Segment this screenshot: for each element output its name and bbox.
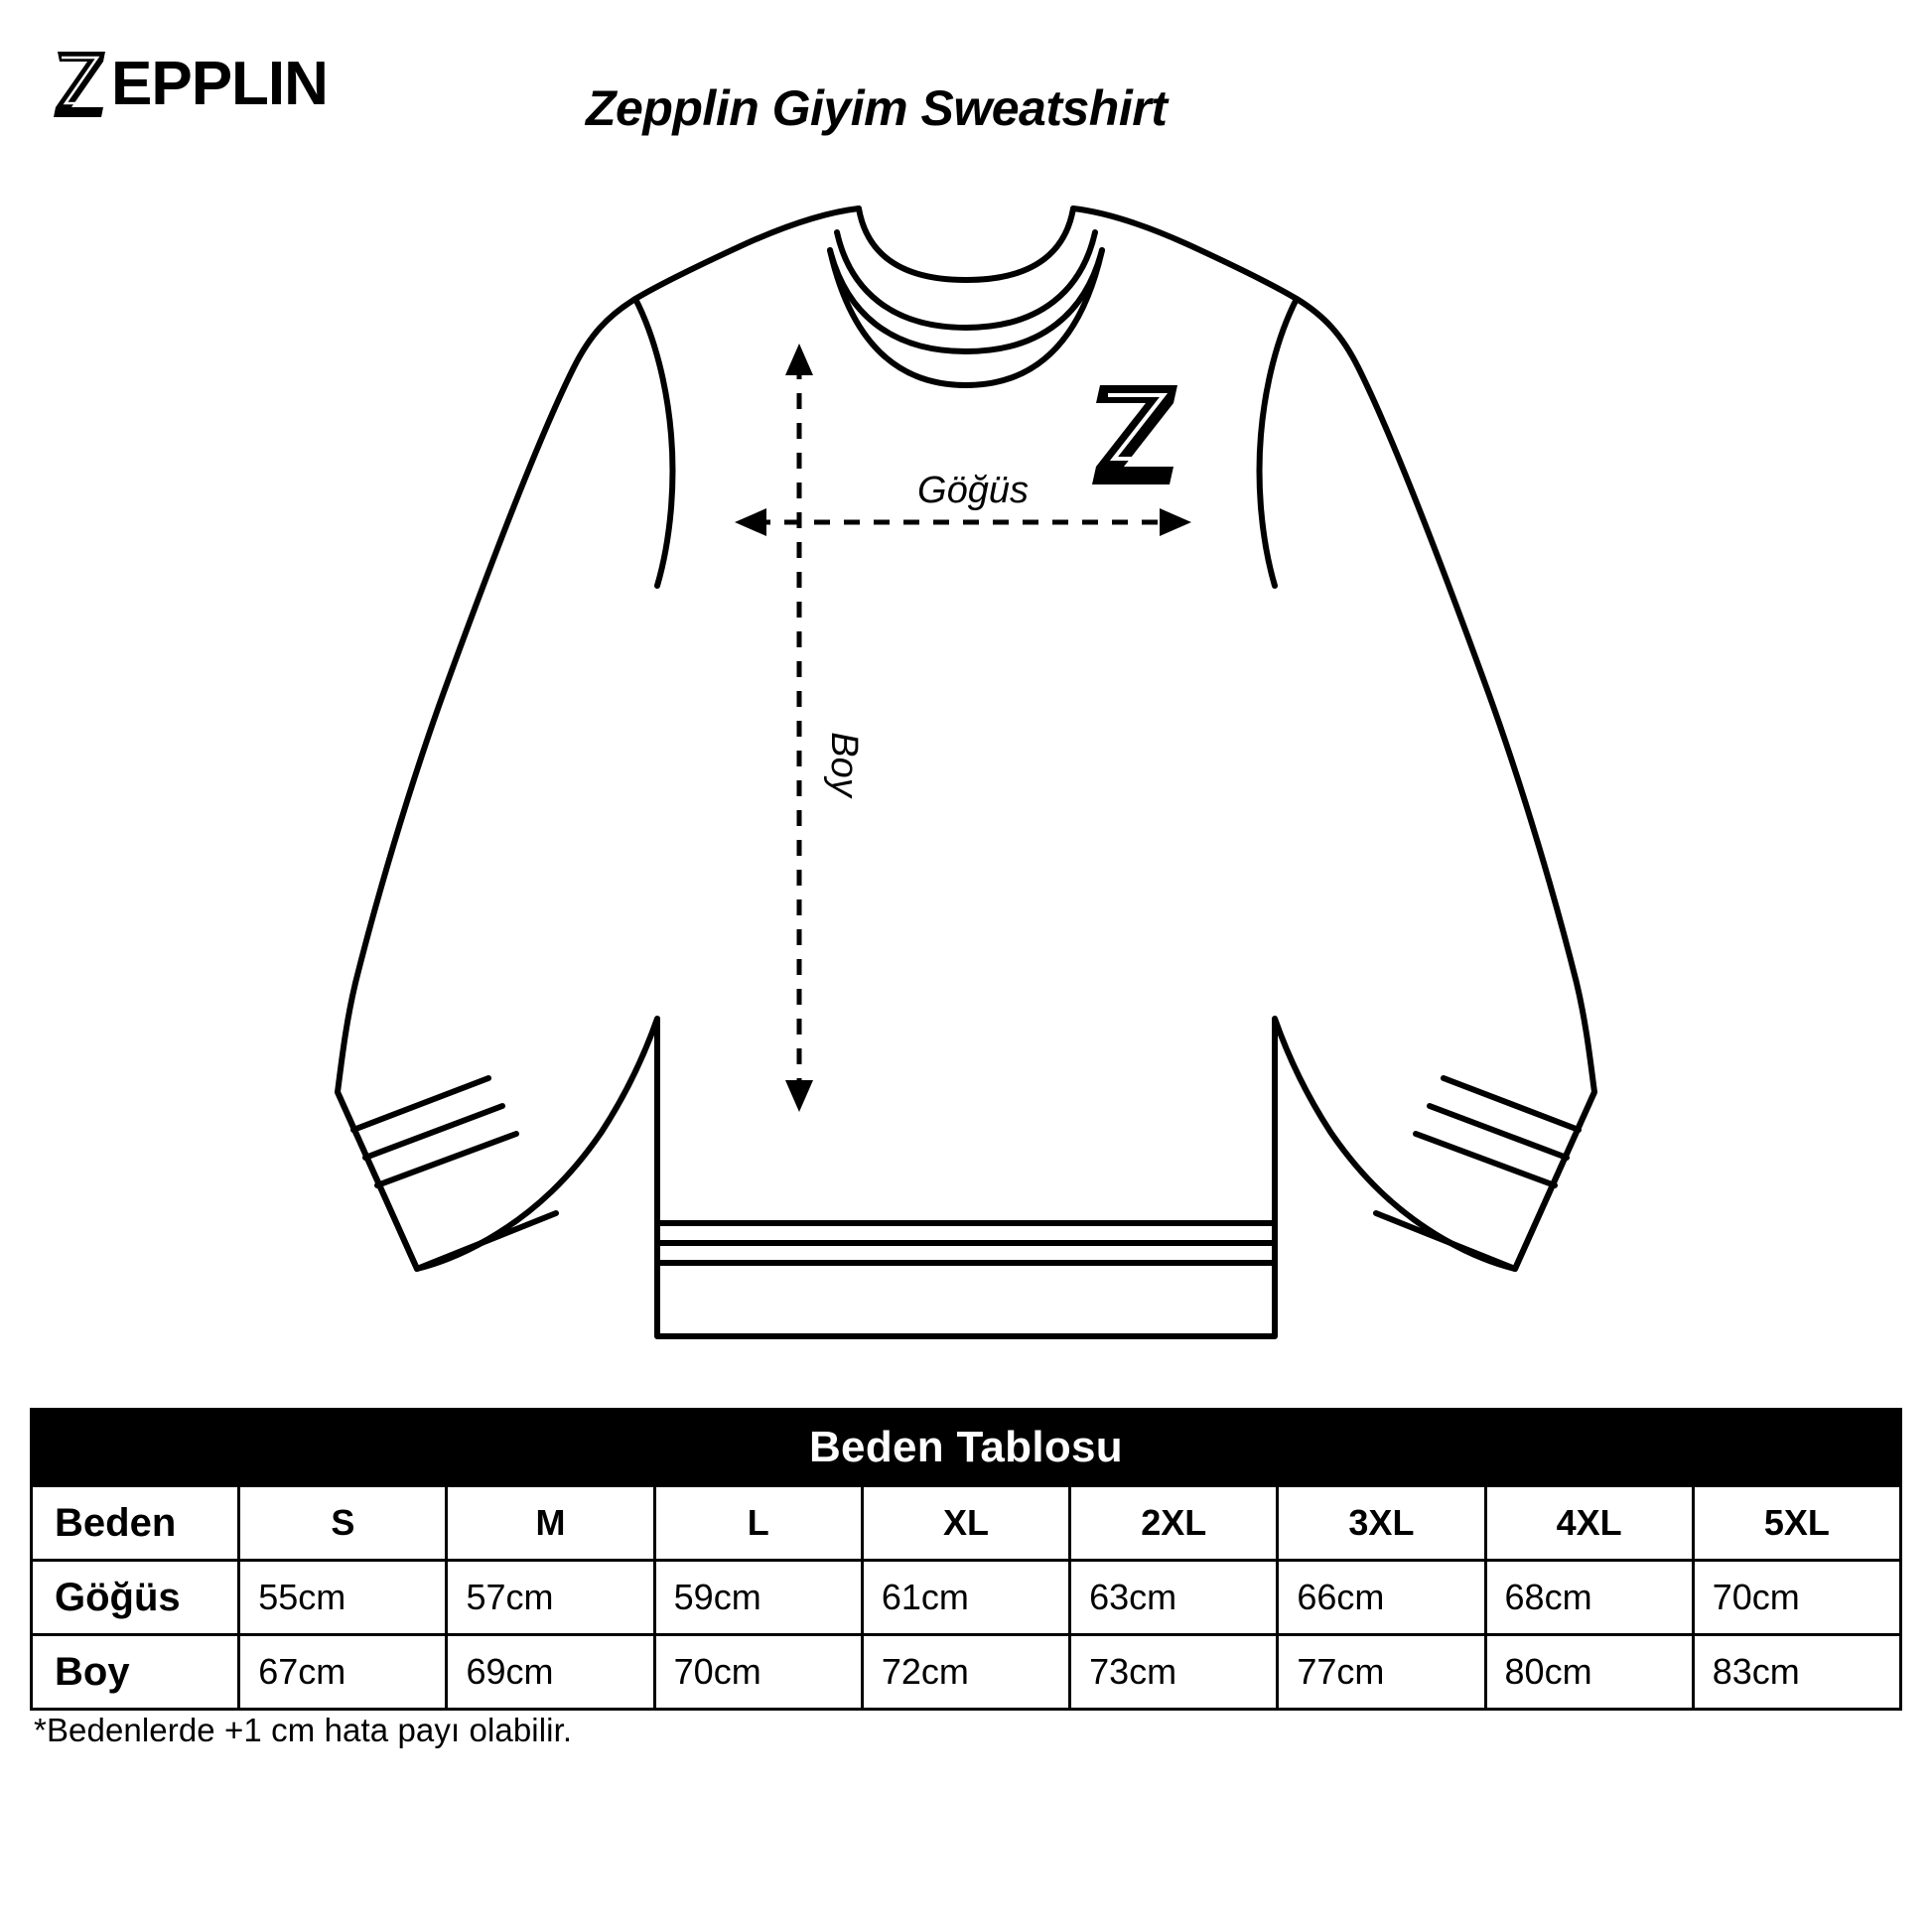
cell-boy-0: 67cm bbox=[239, 1635, 447, 1710]
cell-gogus-4: 63cm bbox=[1070, 1561, 1278, 1635]
header-cell-size-1: M bbox=[447, 1486, 654, 1561]
cell-gogus-3: 61cm bbox=[862, 1561, 1069, 1635]
table-row bbox=[32, 1635, 1901, 1710]
table-row bbox=[32, 1561, 1901, 1635]
brand-logo bbox=[52, 48, 328, 121]
header-cell-size-3: XL bbox=[862, 1486, 1069, 1561]
row-label-gogus: Göğüs bbox=[32, 1561, 239, 1635]
cell-boy-1: 69cm bbox=[447, 1635, 654, 1710]
cell-boy-6: 80cm bbox=[1485, 1635, 1693, 1710]
z-logo-icon bbox=[52, 48, 109, 121]
row-label-boy: Boy bbox=[32, 1635, 239, 1710]
page-title-light: Zepplin Giyim bbox=[586, 80, 921, 136]
chest-z-logo-icon bbox=[1092, 385, 1177, 484]
page-title bbox=[586, 79, 1167, 137]
size-table-wrapper bbox=[30, 1408, 1902, 1711]
header-cell-size-7: 5XL bbox=[1693, 1486, 1900, 1561]
cell-boy-3: 72cm bbox=[862, 1635, 1069, 1710]
header-cell-size-0: S bbox=[239, 1486, 447, 1561]
header-cell-size-4: 2XL bbox=[1070, 1486, 1278, 1561]
cell-gogus-5: 66cm bbox=[1278, 1561, 1485, 1635]
length-measure-arrow bbox=[785, 344, 813, 1112]
table-title-row bbox=[32, 1410, 1901, 1486]
cell-gogus-1: 57cm bbox=[447, 1561, 654, 1635]
header-cell-size-6: 4XL bbox=[1485, 1486, 1693, 1561]
header-cell-size-2: L bbox=[654, 1486, 862, 1561]
size-table-footnote: *Bedenlerde +1 cm hata payı olabilir. bbox=[34, 1712, 573, 1748]
cell-gogus-2: 59cm bbox=[654, 1561, 862, 1635]
cell-gogus-6: 68cm bbox=[1485, 1561, 1693, 1635]
header-cell-beden: Beden bbox=[32, 1486, 239, 1561]
chest-label: Göğüs bbox=[917, 470, 1029, 511]
cell-boy-4: 73cm bbox=[1070, 1635, 1278, 1710]
table-header-row bbox=[32, 1486, 1901, 1561]
cell-boy-7: 83cm bbox=[1693, 1635, 1900, 1710]
size-table-title: Beden Tablosu bbox=[32, 1410, 1901, 1486]
cell-gogus-7: 70cm bbox=[1693, 1561, 1900, 1635]
chest-measure-arrow bbox=[735, 508, 1191, 536]
cell-boy-5: 77cm bbox=[1278, 1635, 1485, 1710]
header-cell-size-5: 3XL bbox=[1278, 1486, 1485, 1561]
garment-illustration bbox=[0, 169, 1932, 1390]
brand-name: EPPLIN bbox=[111, 50, 328, 118]
cell-boy-2: 70cm bbox=[654, 1635, 862, 1710]
page-header bbox=[0, 0, 1932, 189]
size-table bbox=[30, 1408, 1902, 1711]
page-title-bold: Sweatshirt bbox=[920, 80, 1168, 136]
sweatshirt-outline-icon bbox=[338, 208, 1594, 1336]
length-label: Boy bbox=[823, 732, 865, 797]
cell-gogus-0: 55cm bbox=[239, 1561, 447, 1635]
